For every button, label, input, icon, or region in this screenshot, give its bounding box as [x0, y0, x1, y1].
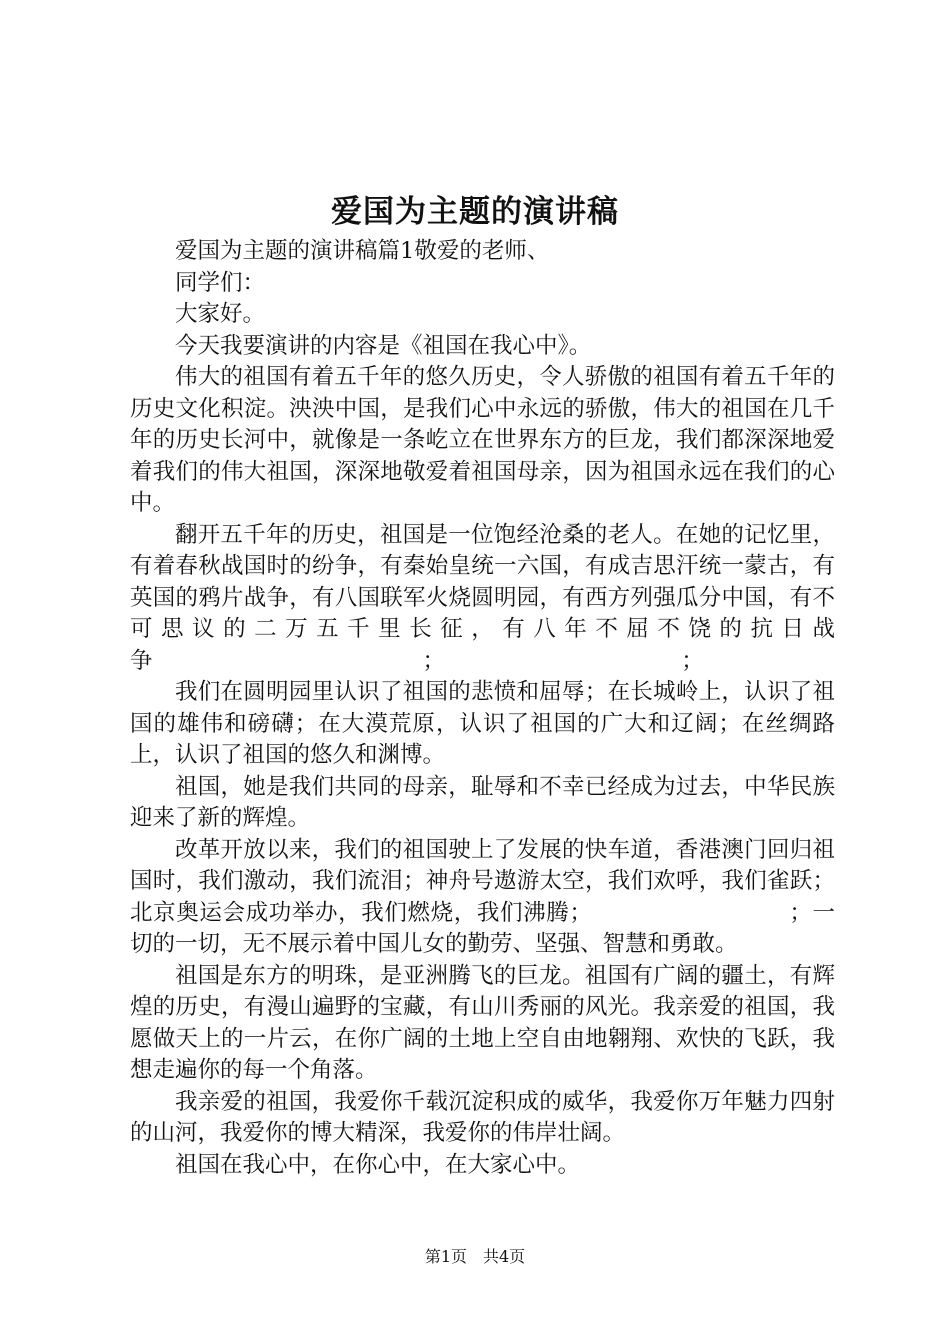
- paragraph: 祖国是东方的明珠，是亚洲腾飞的巨龙。祖国有广阔的疆土，有辉煌的历史，有漫山遍野的宝藏，有山川秀丽的风光。我亲爱的祖国，我愿做天上的一片云，在你广阔的土地上空自由地翱翔、欢快的飞跃，我想走遍你的每一个角落。: [130, 962, 835, 1083]
- paragraph: 爱国为主题的演讲稿篇1敬爱的老师、: [175, 238, 550, 264]
- paragraph: 我们在圆明园里认识了祖国的悲愤和屈辱；在长城岭上，认识了祖国的雄伟和磅礴；在大漠荒原，认识了祖国的广大和辽阔；在丝绸路上，认识了祖国的悠久和渊博。: [130, 679, 835, 768]
- paragraph: 同学们：: [175, 269, 266, 296]
- page-number-footer: 第1页 共4页: [424, 1247, 526, 1266]
- paragraph: 翻开五千年的历史，祖国是一位饱经沧桑的老人。在她的记忆里，有着春秋战国时的纷争，有秦始皇统一六国，有成吉思汗统一蒙古，有英国的鸦片战争，有八国联军火烧圆明园，有西方列强瓜分中国，有不可思议的二万五千里长征，有八年不屈不饶的抗日战争 ； ；: [130, 521, 835, 674]
- paragraph: 我亲爱的祖国，我爱你千载沉淀积成的威华，我爱你万年魅力四射的山河，我爱你的博大精深，我爱你的伟岸壮阔。: [130, 1088, 835, 1146]
- document-body: [130, 236, 835, 1181]
- paragraph: 今天我要演讲的内容是《祖国在我心中》。: [175, 332, 592, 359]
- paragraph: 改革开放以来，我们的祖国驶上了发展的快车道，香港澳门回归祖国时，我们激动，我们流泪；神舟号遨游太空，我们欢呼，我们雀跃；北京奥运会成功举办，我们燃烧，我们沸腾； ；一切的一切，无不展示着中国儿女的勤劳、坚强、智慧和勇敢。: [130, 836, 835, 957]
- paragraph: 祖国，她是我们共同的母亲，耻辱和不幸已经成为过去，中华民族迎来了新的辉煌。: [130, 773, 835, 831]
- paragraph: 祖国在我心中，在你心中，在大家心中。: [175, 1151, 581, 1178]
- document-title: 爱国为主题的演讲稿: [331, 194, 619, 230]
- paragraph: 大家好。: [175, 301, 266, 327]
- paragraph: 伟大的祖国有着五千年的悠久历史，令人骄傲的祖国有着五千年的历史文化积淀。泱泱中国，是我们心中永远的骄傲，伟大的祖国在几千年的历史长河中，就像是一条屹立在世界东方的巨龙，我们都深深地爱着我们的伟大祖国，深深地敬爱着祖国母亲，因为祖国永远在我们的心中。: [130, 364, 835, 516]
